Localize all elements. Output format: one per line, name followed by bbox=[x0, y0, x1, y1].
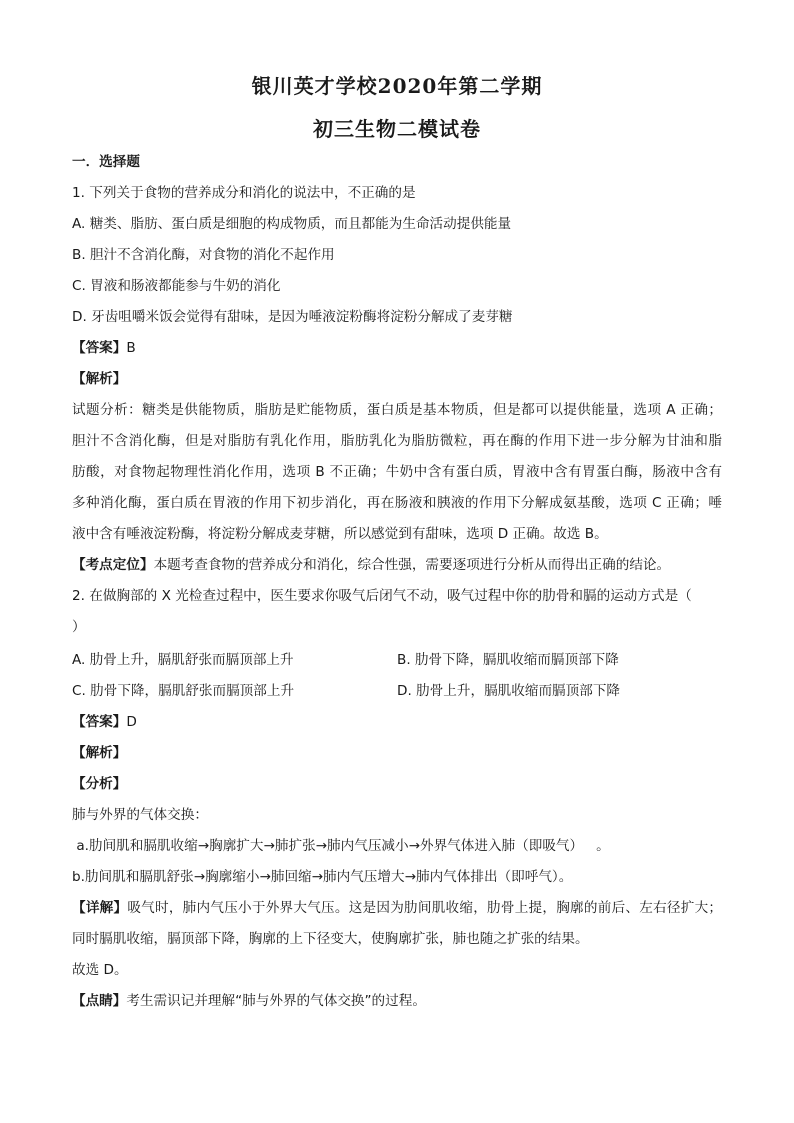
question-1-analysis-tag: 【解析】 bbox=[72, 371, 127, 387]
page-subtitle: 初三生物二模试卷 bbox=[313, 117, 481, 141]
detail-text: 吸气时，肺内气压小于外界大气压。这是因为肋间肌收缩，肋骨上提，胸廓的前后、左右径扩大； bbox=[127, 900, 723, 916]
section-heading: 一．选择题 bbox=[72, 154, 140, 170]
answer-tag: 【答案】 bbox=[72, 714, 127, 730]
question-1-option-d: D. 牙齿咀嚼米饭会觉得有甜味，是因为唾液淀粉酶将淀粉分解成了麦芽糖 bbox=[72, 309, 513, 325]
key-point-text: 本题考查食物的营养成分和消化，综合性强，需要逐项进行分析从而得出正确的结论。 bbox=[153, 557, 671, 573]
answer-tag: 【答案】 bbox=[72, 340, 127, 356]
question-2-fenxi-line: a.肋间肌和膈肌收缩→胸廓扩大→肺扩张→肺内气压减小→外界气体进入肺（即吸气） 。 bbox=[72, 838, 610, 854]
tip-text: 考生需识记并理解“肺与外界的气体交换”的过程。 bbox=[126, 993, 426, 1009]
question-1-analysis-line: 试题分析：糖类是供能物质，脂肪是贮能物质，蛋白质是基本物质，但是都可以提供能量，选项 A 正确； bbox=[72, 402, 722, 418]
question-2-fenxi-line: b.肋间肌和膈肌舒张→胸廓缩小→肺回缩→肺内气压增大→肺内气体排出（即呼气）。 bbox=[72, 869, 573, 885]
answer-value: B bbox=[126, 340, 136, 356]
question-2-fenxi-tag: 【分析】 bbox=[72, 776, 127, 792]
question-1-answer bbox=[72, 338, 722, 358]
question-2-answer bbox=[72, 712, 722, 732]
question-1-analysis-line: 液中含有唾液淀粉酶，将淀粉分解成麦芽糖，所以感觉到有甜味，选项 D 正确。故选 B。 bbox=[72, 526, 608, 542]
question-2-detail bbox=[72, 898, 722, 918]
question-2-option-a: A. 肋骨上升，膈肌舒张而膈顶部上升 bbox=[72, 652, 294, 668]
question-1-analysis-line: 胆汁不含消化酶，但是对脂肪有乳化作用，脂肪乳化为脂肪微粒，再在酶的作用下进一步分解为甘油和脂 bbox=[72, 433, 722, 449]
question-1-option-a: A. 糖类、脂肪、蛋白质是细胞的构成物质，而且都能为生命活动提供能量 bbox=[72, 216, 512, 232]
question-1-key-point bbox=[72, 555, 722, 575]
question-2-option-d: D. 肋骨上升，膈肌收缩而膈顶部下降 bbox=[397, 683, 621, 699]
question-2-detail-continued: 同时膈肌收缩，膈顶部下降，胸廓的上下径变大，使胸廓扩张，肺也随之扩张的结果。 bbox=[72, 931, 589, 947]
question-2-tip bbox=[72, 991, 722, 1011]
key-point-tag: 【考点定位】 bbox=[72, 557, 154, 573]
question-2-analysis-tag: 【解析】 bbox=[72, 745, 127, 761]
question-1-analysis-line: 肪酸，对食物起物理性消化作用，选项 B 不正确；牛奶中含有蛋白质，胃液中含有胃蛋白酶，肠液中含有 bbox=[72, 464, 722, 480]
question-1-stem: 1. 下列关于食物的营养成分和消化的说法中，不正确的是 bbox=[72, 185, 416, 201]
question-2-stem: 2. 在做胸部的 X 光检查过程中，医生要求你吸气后闭气不动，吸气过程中你的肋骨和膈的运动方式是（ bbox=[72, 588, 692, 604]
question-2-conclusion: 故选 D。 bbox=[72, 962, 128, 978]
question-1-analysis-line: 多种消化酶，蛋白质在胃液的作用下初步消化，再在肠液和胰液的作用下分解成氨基酸，选项 C 正确；唾 bbox=[72, 495, 722, 511]
question-2-option-c: C. 肋骨下降，膈肌舒张而膈顶部上升 bbox=[72, 683, 295, 699]
tip-tag: 【点睛】 bbox=[72, 993, 127, 1009]
question-1-option-c: C. 胃液和肠液都能参与牛奶的消化 bbox=[72, 278, 281, 294]
question-2-option-b: B. 肋骨下降，膈肌收缩而膈顶部下降 bbox=[397, 652, 619, 668]
question-2-fenxi-line: 肺与外界的气体交换： bbox=[72, 807, 208, 823]
question-1-option-b: B. 胆汁不含消化酶，对食物的消化不起作用 bbox=[72, 247, 335, 263]
question-2-stem-continued: ） bbox=[72, 619, 86, 635]
detail-tag: 【详解】 bbox=[72, 900, 128, 916]
answer-value: D bbox=[126, 714, 137, 730]
page-title: 银川英才学校2020年第二学期 bbox=[251, 74, 543, 98]
